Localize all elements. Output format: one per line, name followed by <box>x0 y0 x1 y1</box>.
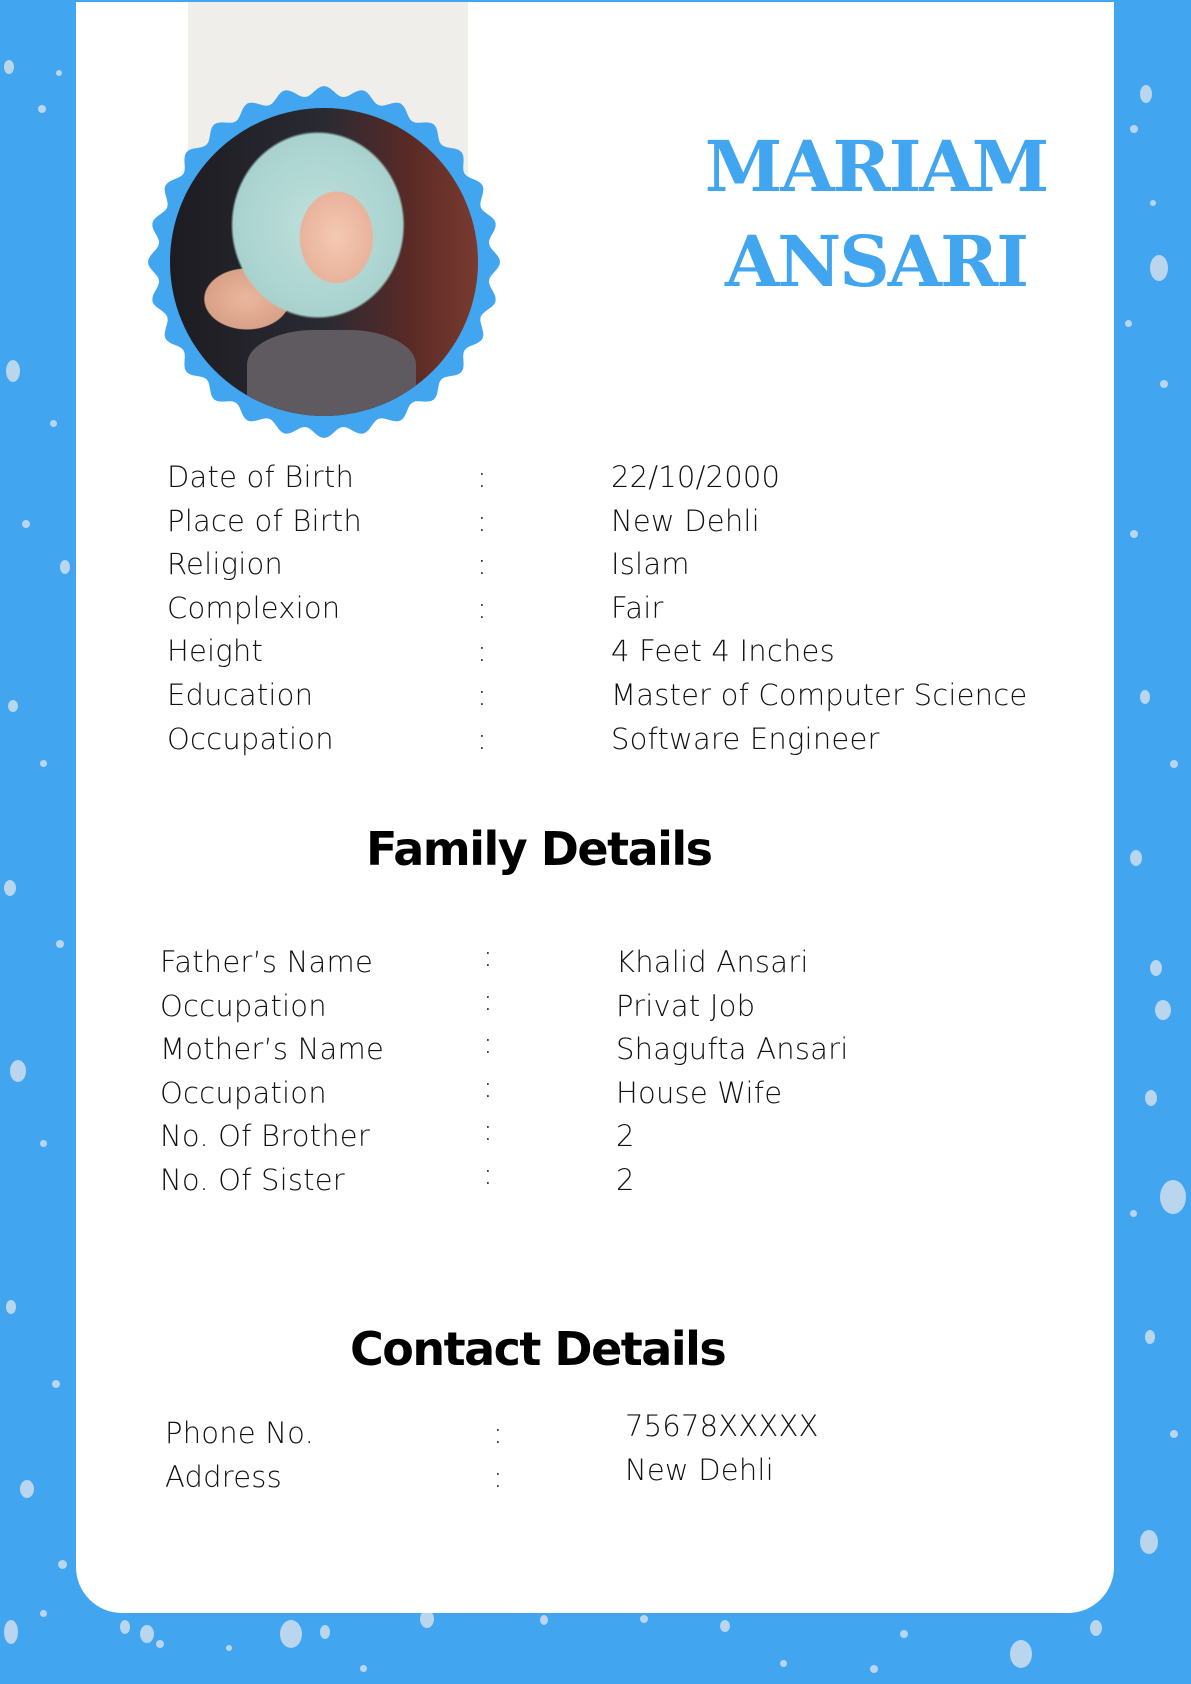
speckle-dot <box>4 1620 18 1644</box>
profile-photo <box>170 108 478 416</box>
speckle-dot <box>22 520 30 528</box>
speckle-dot <box>40 760 47 767</box>
row-label: Place of Birth <box>167 504 363 538</box>
speckle-dot <box>156 1640 164 1648</box>
speckle-dot <box>1145 1090 1157 1106</box>
speckle-dot <box>6 360 20 382</box>
speckle-dot <box>50 420 57 427</box>
first-name: MARIAM <box>704 125 1048 208</box>
row-label: Mother’s Name <box>160 1032 384 1066</box>
speckle-dot <box>4 880 16 896</box>
row-value: 2 <box>616 1163 635 1197</box>
row-separator: : <box>477 722 487 756</box>
speckle-dot <box>6 1300 16 1314</box>
row-separator: : <box>483 1026 493 1060</box>
speckle-dot <box>1140 1530 1158 1554</box>
row-label: Complexion <box>167 591 341 625</box>
speckle-dot <box>56 940 64 948</box>
row-value: Shagufta Ansari <box>616 1032 849 1066</box>
speckle-dot <box>40 1140 47 1147</box>
row-separator: : <box>483 983 493 1017</box>
speckle-dot <box>320 1625 330 1639</box>
row-separator: : <box>477 634 487 668</box>
row-value: New Dehli <box>625 1453 774 1487</box>
speckle-dot <box>10 1060 26 1082</box>
speckle-dot <box>1010 1640 1032 1668</box>
speckle-dot <box>720 1620 730 1632</box>
row-label: No. Of Brother <box>160 1119 370 1153</box>
row-value: 4 Feet 4 Inches <box>611 634 835 668</box>
speckle-dot <box>540 1615 548 1625</box>
speckle-dot <box>1130 850 1142 866</box>
speckle-dot <box>4 60 14 74</box>
row-separator: : <box>483 1157 493 1191</box>
speckle-dot <box>1130 1210 1137 1217</box>
row-value: Khalid Ansari <box>616 945 809 979</box>
speckle-dot <box>226 1645 232 1651</box>
row-label: Religion <box>167 547 283 581</box>
row-label: Father’s Name <box>160 945 374 979</box>
row-value: Master of Computer Science <box>611 678 1028 712</box>
row-value: New Dehli <box>611 504 760 538</box>
row-separator: : <box>477 460 487 494</box>
last-name: ANSARI <box>724 220 1028 303</box>
speckle-dot <box>56 70 62 76</box>
row-value: Islam <box>611 547 690 581</box>
speckle-dot <box>1160 1180 1186 1214</box>
row-separator: : <box>483 1070 493 1104</box>
row-value: 75678XXXXX <box>625 1409 819 1443</box>
row-separator: : <box>493 1416 503 1450</box>
speckle-dot <box>40 1610 47 1617</box>
row-label: Address <box>165 1460 282 1494</box>
speckle-dot <box>900 1630 908 1638</box>
row-label: Education <box>167 678 314 712</box>
speckle-dot <box>8 700 18 712</box>
row-separator: : <box>477 504 487 538</box>
row-value: Software Engineer <box>611 722 880 756</box>
row-value: Fair <box>611 591 664 625</box>
speckle-dot <box>1125 320 1132 327</box>
speckle-dot <box>870 1665 878 1673</box>
row-label: No. Of Sister <box>160 1163 345 1197</box>
speckle-dot <box>1145 1330 1155 1344</box>
row-label: Phone No. <box>165 1416 314 1450</box>
row-separator: : <box>477 591 487 625</box>
row-value: House Wife <box>616 1076 783 1110</box>
speckle-dot <box>58 1560 67 1569</box>
speckle-dot <box>1150 960 1162 976</box>
speckle-dot <box>280 1620 302 1648</box>
speckle-dot <box>120 1620 130 1634</box>
contact-details-heading: Contact Details <box>350 1322 726 1376</box>
speckle-dot <box>38 105 46 113</box>
biodata-card <box>76 2 1114 1613</box>
row-separator: : <box>477 678 487 712</box>
speckle-dot <box>20 1480 34 1498</box>
row-label: Date of Birth <box>167 460 355 494</box>
row-separator: : <box>493 1460 503 1494</box>
family-details-heading: Family Details <box>366 822 712 876</box>
row-label: Height <box>167 634 264 668</box>
speckle-dot <box>1155 1000 1171 1020</box>
row-value: 2 <box>616 1119 635 1153</box>
speckle-dot <box>360 1665 367 1672</box>
speckle-dot <box>1090 1620 1102 1636</box>
speckle-dot <box>1160 380 1168 388</box>
speckle-dot <box>640 1615 648 1623</box>
speckle-dot <box>1130 530 1138 538</box>
speckle-dot <box>1170 1430 1178 1438</box>
speckle-dot <box>780 1660 787 1667</box>
row-separator: : <box>483 1113 493 1147</box>
row-separator: : <box>477 547 487 581</box>
speckle-dot <box>140 1625 154 1643</box>
speckle-dot <box>1170 760 1178 768</box>
row-value: Privat Job <box>616 989 756 1023</box>
speckle-dot <box>52 1380 60 1388</box>
row-label: Occupation <box>167 722 334 756</box>
profile-photo-frame <box>140 78 508 446</box>
row-label: Occupation <box>160 1076 327 1110</box>
row-label: Occupation <box>160 989 327 1023</box>
row-separator: : <box>483 939 493 973</box>
row-value: 22/10/2000 <box>611 460 781 494</box>
speckle-dot <box>60 560 70 574</box>
speckle-dot <box>1140 690 1150 704</box>
speckle-dot <box>1140 85 1152 103</box>
